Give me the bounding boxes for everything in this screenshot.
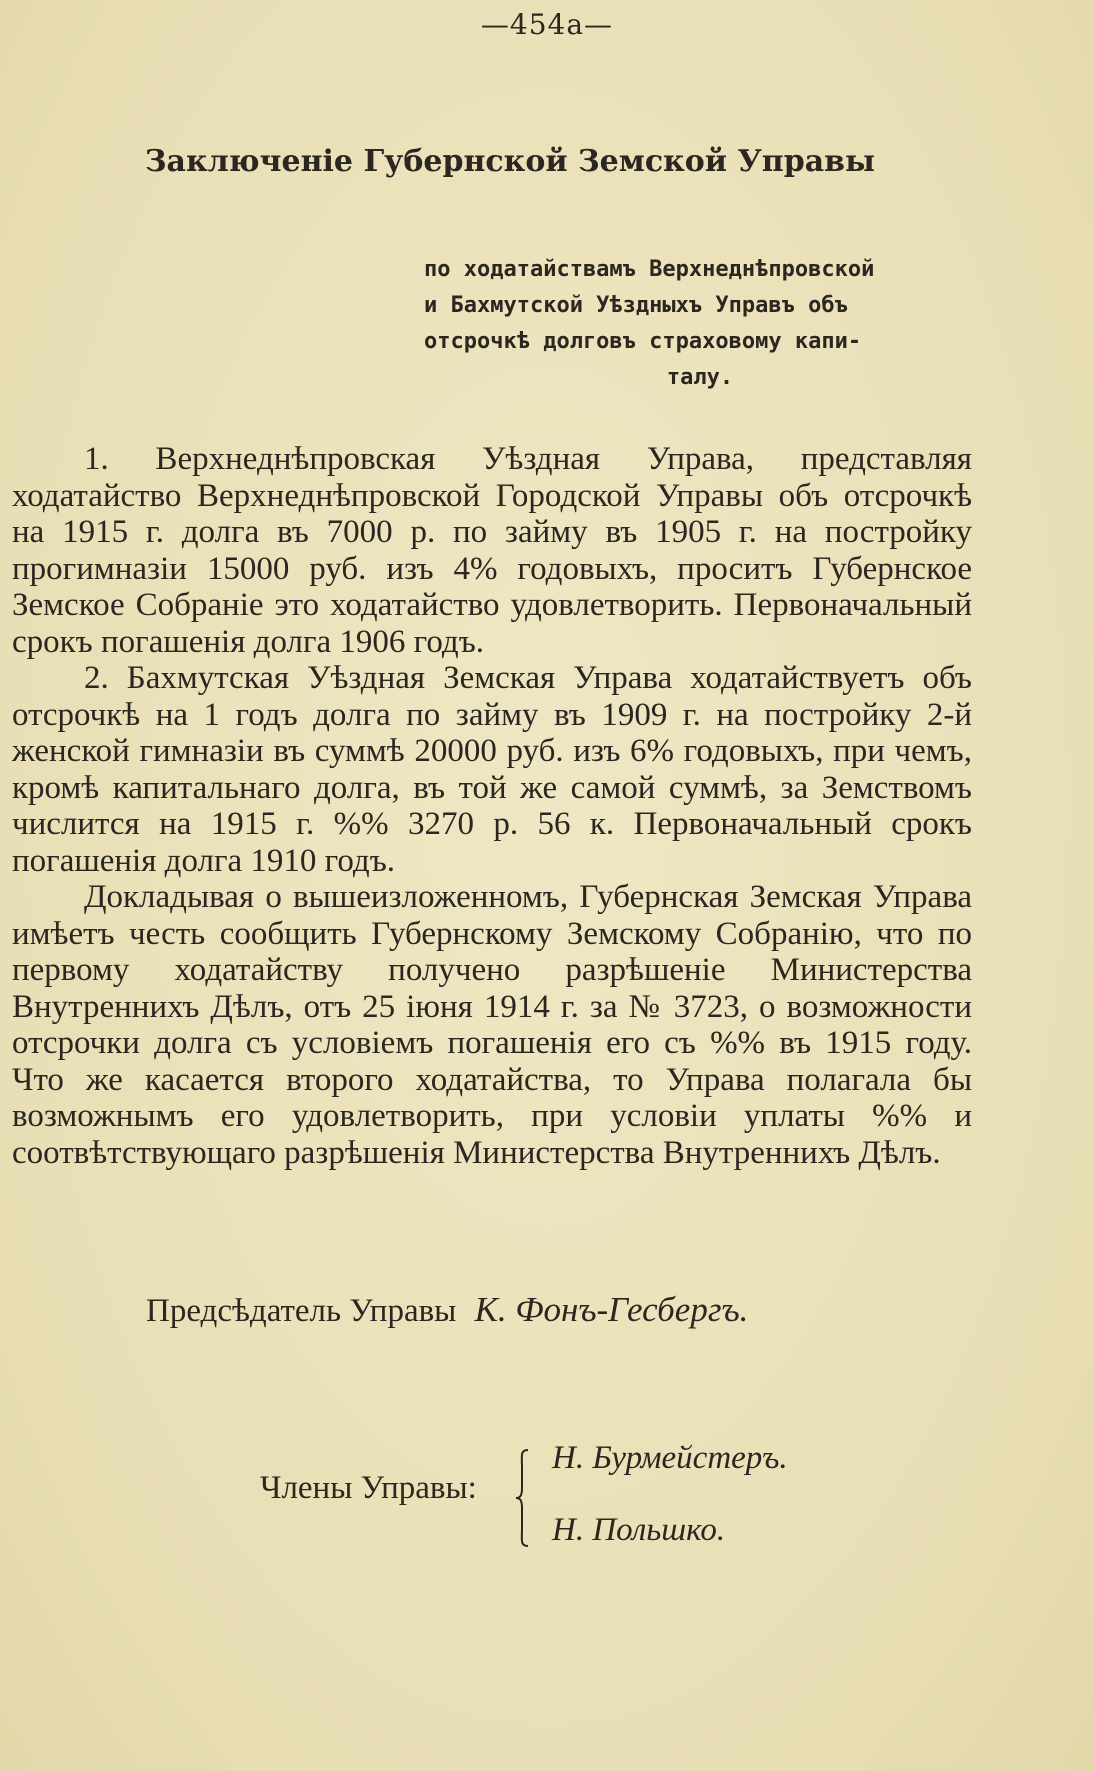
- document-title: Заключеніе Губернской Земской Управы: [144, 144, 876, 179]
- chairman-line: [146, 1290, 748, 1330]
- document-body: [12, 441, 972, 1171]
- brace-icon: [514, 1448, 530, 1548]
- document-subtitle: [424, 252, 976, 396]
- members-label: Члены Управы:: [260, 1470, 477, 1506]
- member-name: Н. Польшко.: [552, 1512, 726, 1548]
- subtitle-line: талу.: [666, 365, 734, 390]
- paragraph-1: 1. Верхнеднѣпровская Уѣздная Управа, представляя ходатайство Верхнеднѣпровской Городской Управы объ отсрочкѣ на 1915 г. долга въ 7000 р. по займу въ 1905 г. на постройку прогимназіи 15000 руб. изъ 4% годовыхъ, проситъ Губернское Земское Собраніе это ходатайство удовлетворить. Первоначальный срокъ погашенія долга 1906 годъ.: [12, 441, 972, 660]
- chairman-name: К. Фонъ-Гесбергъ.: [474, 1290, 749, 1329]
- paragraph-2: 2. Бахмутская Уѣздная Земская Управа ходатайствуетъ объ отсрочкѣ на 1 годъ долга по займу въ 1909 г. на постройку 2-й женской гимназіи въ суммѣ 20000 руб. изъ 6% годовыхъ, при чемъ, кромѣ капитальнаго долга, въ той же самой суммѣ, за Земствомъ числится на 1915 г. %% 3270 р. 56 к. Первоначальный срокъ погашенія долга 1910 годъ.: [12, 660, 972, 879]
- subtitle-line: по ходатайствамъ Верхнеднѣпровской: [424, 257, 875, 282]
- chairman-label: Предсѣдатель Управы: [146, 1293, 457, 1329]
- paragraph-3: Докладывая о вышеизложенномъ, Губернская Земская Управа имѣетъ честь сообщить Губернскому Земскому Собранію, что по первому ходатайству получено разрѣшеніе Министерства Внутреннихъ Дѣлъ, отъ 25 іюня 1914 г. за № 3723, о возможности отсрочки долга съ условіемъ погашенія его съ %% въ 1915 году. Что же касается второго ходатайства, то Управа полагала бы возможнымъ его удовлетворить, при условіи уплаты %% и соотвѣтствующаго разрѣшенія Министерства Внутреннихъ Дѣлъ.: [12, 879, 972, 1171]
- page-number: —454а—: [480, 8, 614, 41]
- subtitle-line: отсрочкѣ долговъ страховому капи-: [424, 329, 862, 354]
- member-name: Н. Бурмейстеръ.: [552, 1440, 788, 1476]
- subtitle-line: и Бахмутской Уѣздныхъ Управъ объ: [424, 293, 848, 318]
